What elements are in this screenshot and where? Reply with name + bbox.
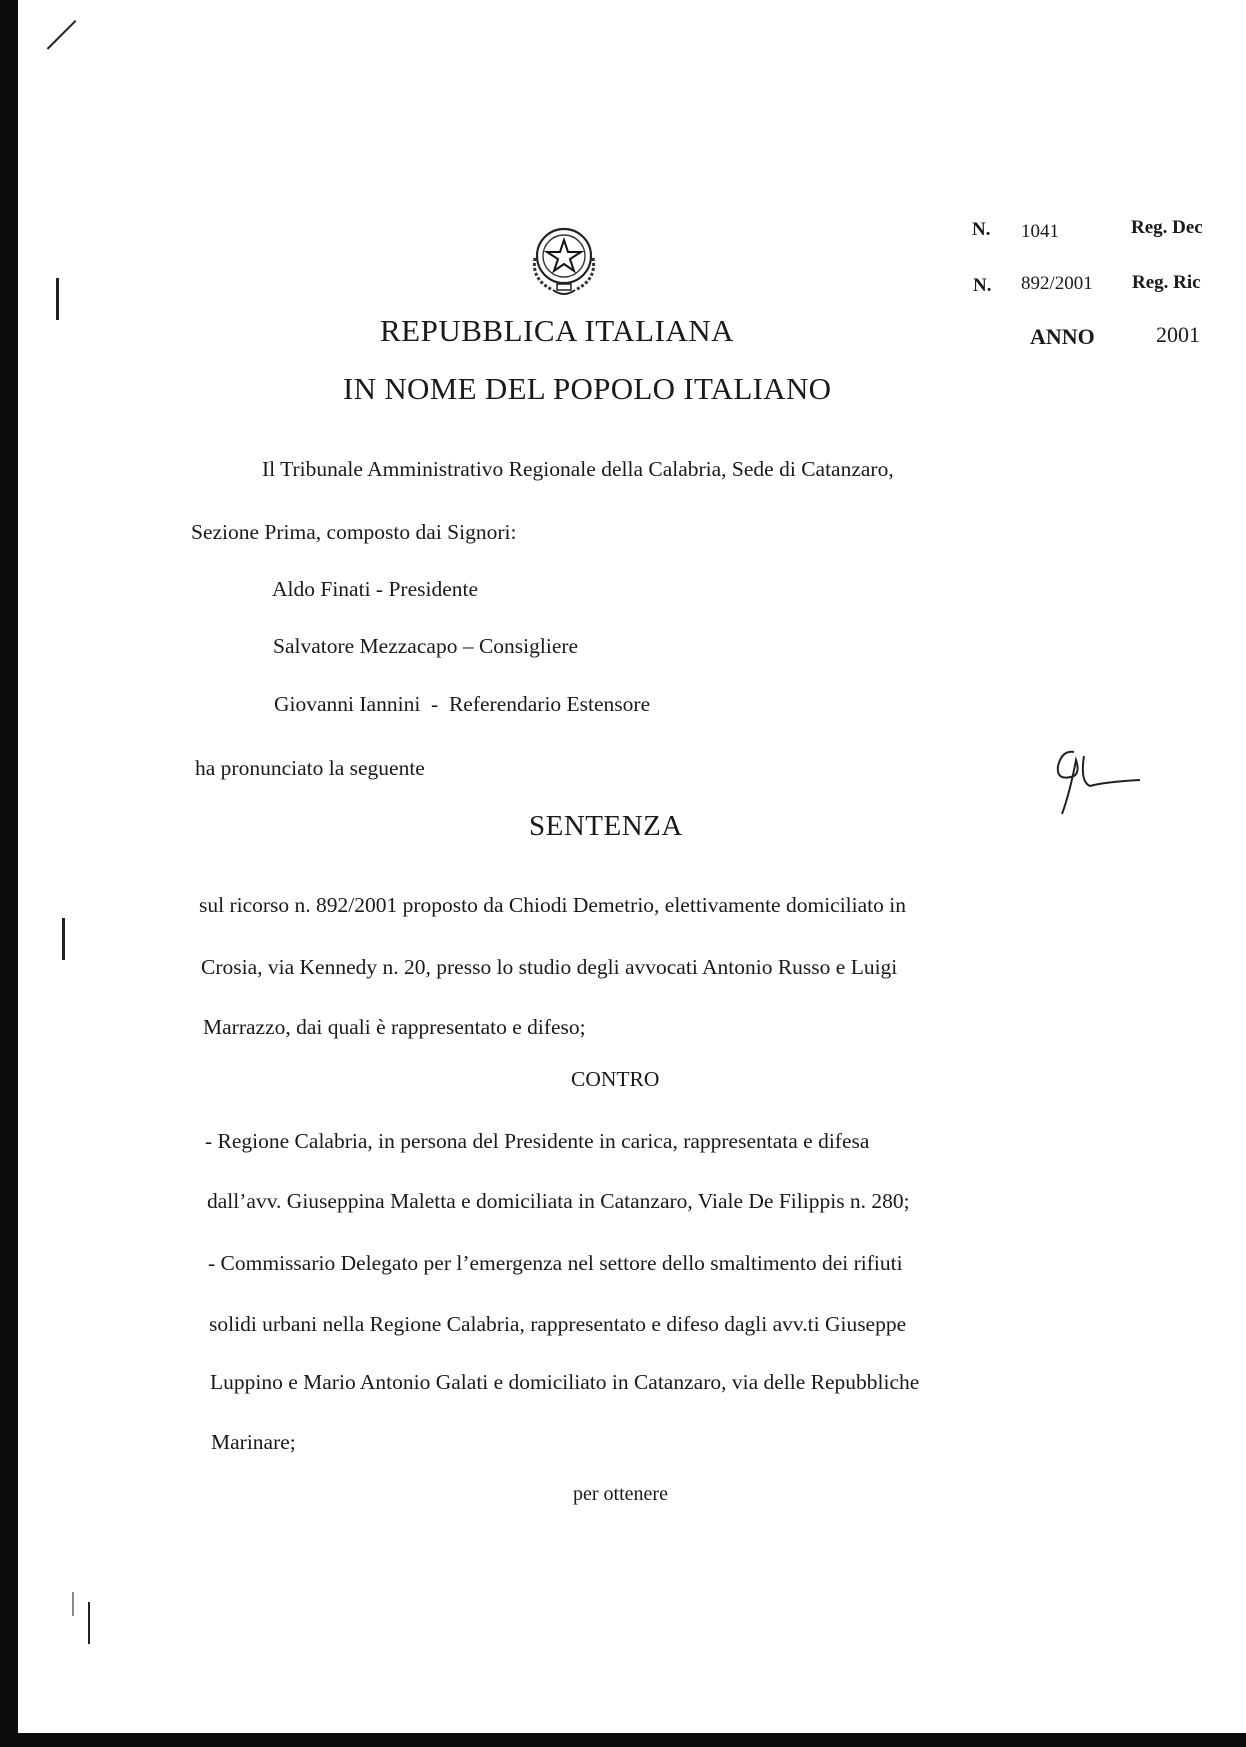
registry-number: 892/2001 xyxy=(1021,273,1093,294)
respondent-line: - Commissario Delegato per l’emergenza nel settore dello smaltimento dei rifiuti xyxy=(208,1251,903,1275)
page-title-republic: REPUBBLICA ITALIANA xyxy=(380,313,735,348)
scan-bottom-border xyxy=(0,1733,1246,1747)
judge-line: Giovanni Iannini - Referendario Estensore xyxy=(274,692,651,716)
respondent-line: dall’avv. Giuseppina Maletta e domiciliata in Catanzaro, Viale De Filippis n. 280; xyxy=(207,1189,910,1213)
ricorso-line: Crosia, via Kennedy n. 20, presso lo studio degli avvocati Antonio Russo e Luigi xyxy=(201,955,898,979)
registry-label: N. xyxy=(972,219,991,240)
per-ottenere-heading: per ottenere xyxy=(573,1483,668,1505)
scan-mark xyxy=(88,1602,90,1644)
italian-emblem-icon xyxy=(527,222,601,300)
registry-type: Reg. Dec xyxy=(1131,217,1203,238)
judgment-title: SENTENZA xyxy=(529,810,683,842)
court-intro: Il Tribunale Amministrativo Regionale della Calabria, Sede di Catanzaro, xyxy=(262,457,894,481)
scan-mark xyxy=(62,918,65,960)
judge-line: Aldo Finati - Presidente xyxy=(272,577,479,601)
court-section: Sezione Prima, composto dai Signori: xyxy=(191,520,517,544)
registry-year: 2001 xyxy=(1156,322,1200,347)
registry-label: N. xyxy=(973,275,992,296)
respondent-line: Marinare; xyxy=(211,1430,296,1454)
handwritten-signature xyxy=(1044,742,1144,822)
judge-line: Salvatore Mezzacapo – Consigliere xyxy=(273,634,579,658)
page-subtitle: IN NOME DEL POPOLO ITALIANO xyxy=(343,371,832,406)
scan-mark xyxy=(72,1592,74,1616)
scan-left-border xyxy=(0,0,18,1747)
pronounced-line: ha pronunciato la seguente xyxy=(195,756,425,780)
respondent-line: Luppino e Mario Antonio Galati e domiciliato in Catanzaro, via delle Repubbliche xyxy=(210,1370,920,1394)
scan-mark xyxy=(56,278,59,320)
respondent-line: solidi urbani nella Regione Calabria, rappresentato e difeso dagli avv.ti Giuseppe xyxy=(209,1312,907,1336)
scan-mark xyxy=(47,20,77,50)
registry-number: 1041 xyxy=(1021,221,1059,242)
registry-year-label: ANNO xyxy=(1030,324,1095,349)
registry-type: Reg. Ric xyxy=(1132,272,1201,293)
contro-heading: CONTRO xyxy=(571,1067,660,1091)
respondent-line: - Regione Calabria, in persona del Presidente in carica, rappresentata e difesa xyxy=(205,1129,870,1153)
ricorso-line: Marrazzo, dai quali è rappresentato e difeso; xyxy=(203,1015,586,1039)
ricorso-line: sul ricorso n. 892/2001 proposto da Chiodi Demetrio, elettivamente domiciliato in xyxy=(199,893,906,917)
